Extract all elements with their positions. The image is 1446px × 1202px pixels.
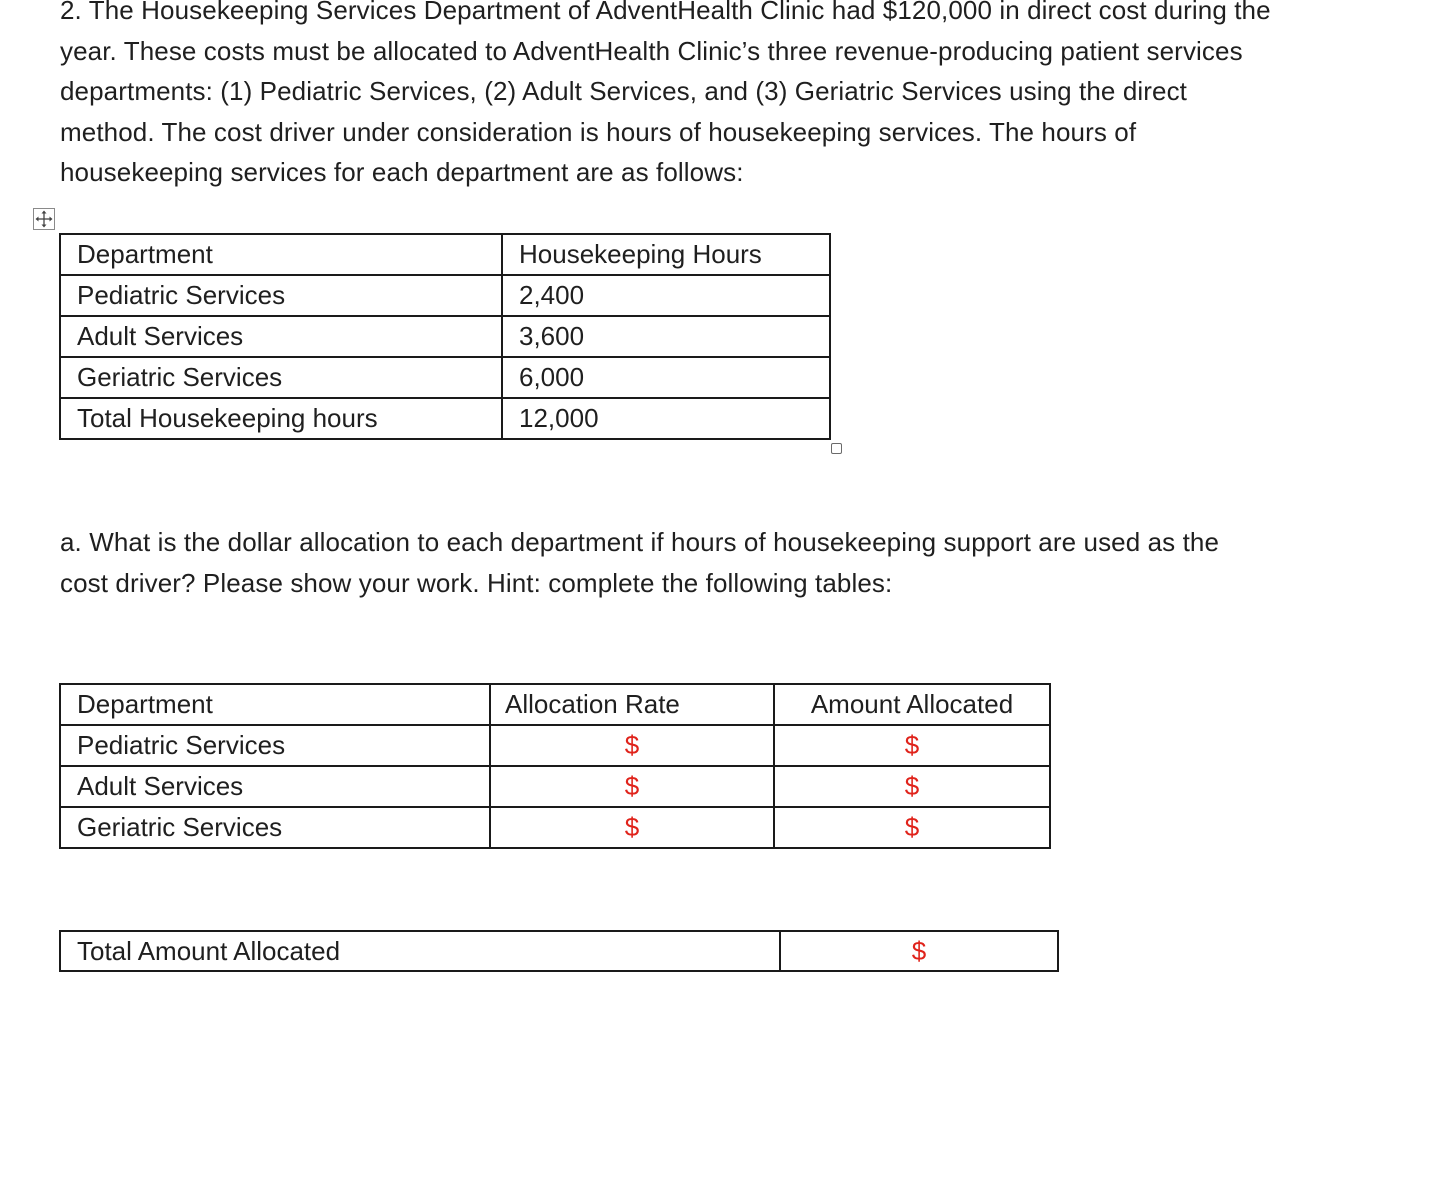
question-text [60,522,1219,603]
problem-line: departments: (1) Pediatric Services, (2) Adult Services, and (3) Geriatric Services using the direct [60,76,1187,106]
header-cell[interactable]: Department [60,234,502,275]
question-line: a. What is the dollar allocation to each department if hours of housekeeping support are used as the [60,527,1220,557]
table-row [60,275,830,316]
amount-allocated-input[interactable]: $ [774,766,1050,807]
header-cell[interactable]: Allocation Rate [490,684,774,725]
table-move-handle-icon[interactable] [33,208,55,230]
total-allocated-table [59,930,1059,972]
table-row [60,931,1058,971]
allocation-rate-input[interactable]: $ [490,807,774,848]
department-cell[interactable]: Adult Services [60,766,490,807]
header-cell[interactable]: Department [60,684,490,725]
four-arrows-move-icon [34,209,54,229]
problem-line: year. These costs must be allocated to AdventHealth Clinic’s three revenue-producing patient services [60,35,1243,66]
amount-allocated-input[interactable]: $ [774,725,1050,766]
problem-line: housekeeping services for each department are as follows: [60,157,744,187]
table-row [60,316,830,357]
problem-line: 2. The Housekeeping Services Department of AdventHealth Clinic had $120,000 in direct cost during the [60,0,1271,25]
question-line: cost driver? Please show your work. Hint: complete the following tables: [60,567,893,598]
department-cell[interactable]: Pediatric Services [60,725,490,766]
hours-cell[interactable]: 6,000 [502,357,830,398]
department-cell[interactable]: Geriatric Services [60,357,502,398]
table-header-row [60,234,830,275]
total-amount-label[interactable]: Total Amount Allocated [60,931,780,971]
hours-cell[interactable]: 2,400 [502,275,830,316]
header-cell[interactable]: Amount Allocated [774,684,1050,725]
table-resize-handle-icon[interactable] [831,443,842,454]
hours-cell[interactable]: 3,600 [502,316,830,357]
table-row [60,766,1050,807]
table-row [60,807,1050,848]
allocation-rate-input[interactable]: $ [490,725,774,766]
total-amount-input[interactable]: $ [780,931,1058,971]
table-row [60,357,830,398]
total-hours-cell[interactable]: 12,000 [502,398,830,439]
problem-line: method. The cost driver under consideration is hours of housekeeping services. The hours of [60,116,1137,147]
allocation-table [59,683,1051,849]
header-cell[interactable]: Housekeeping Hours [502,234,830,275]
department-cell[interactable]: Adult Services [60,316,502,357]
department-cell[interactable]: Pediatric Services [60,275,502,316]
amount-allocated-input[interactable]: $ [774,807,1050,848]
department-cell[interactable]: Geriatric Services [60,807,490,848]
housekeeping-hours-table [59,233,831,440]
total-label-cell[interactable]: Total Housekeeping hours [60,398,502,439]
problem-statement [60,0,1271,193]
table-row [60,725,1050,766]
table-row [60,398,830,439]
allocation-rate-input[interactable]: $ [490,766,774,807]
table-header-row [60,684,1050,725]
